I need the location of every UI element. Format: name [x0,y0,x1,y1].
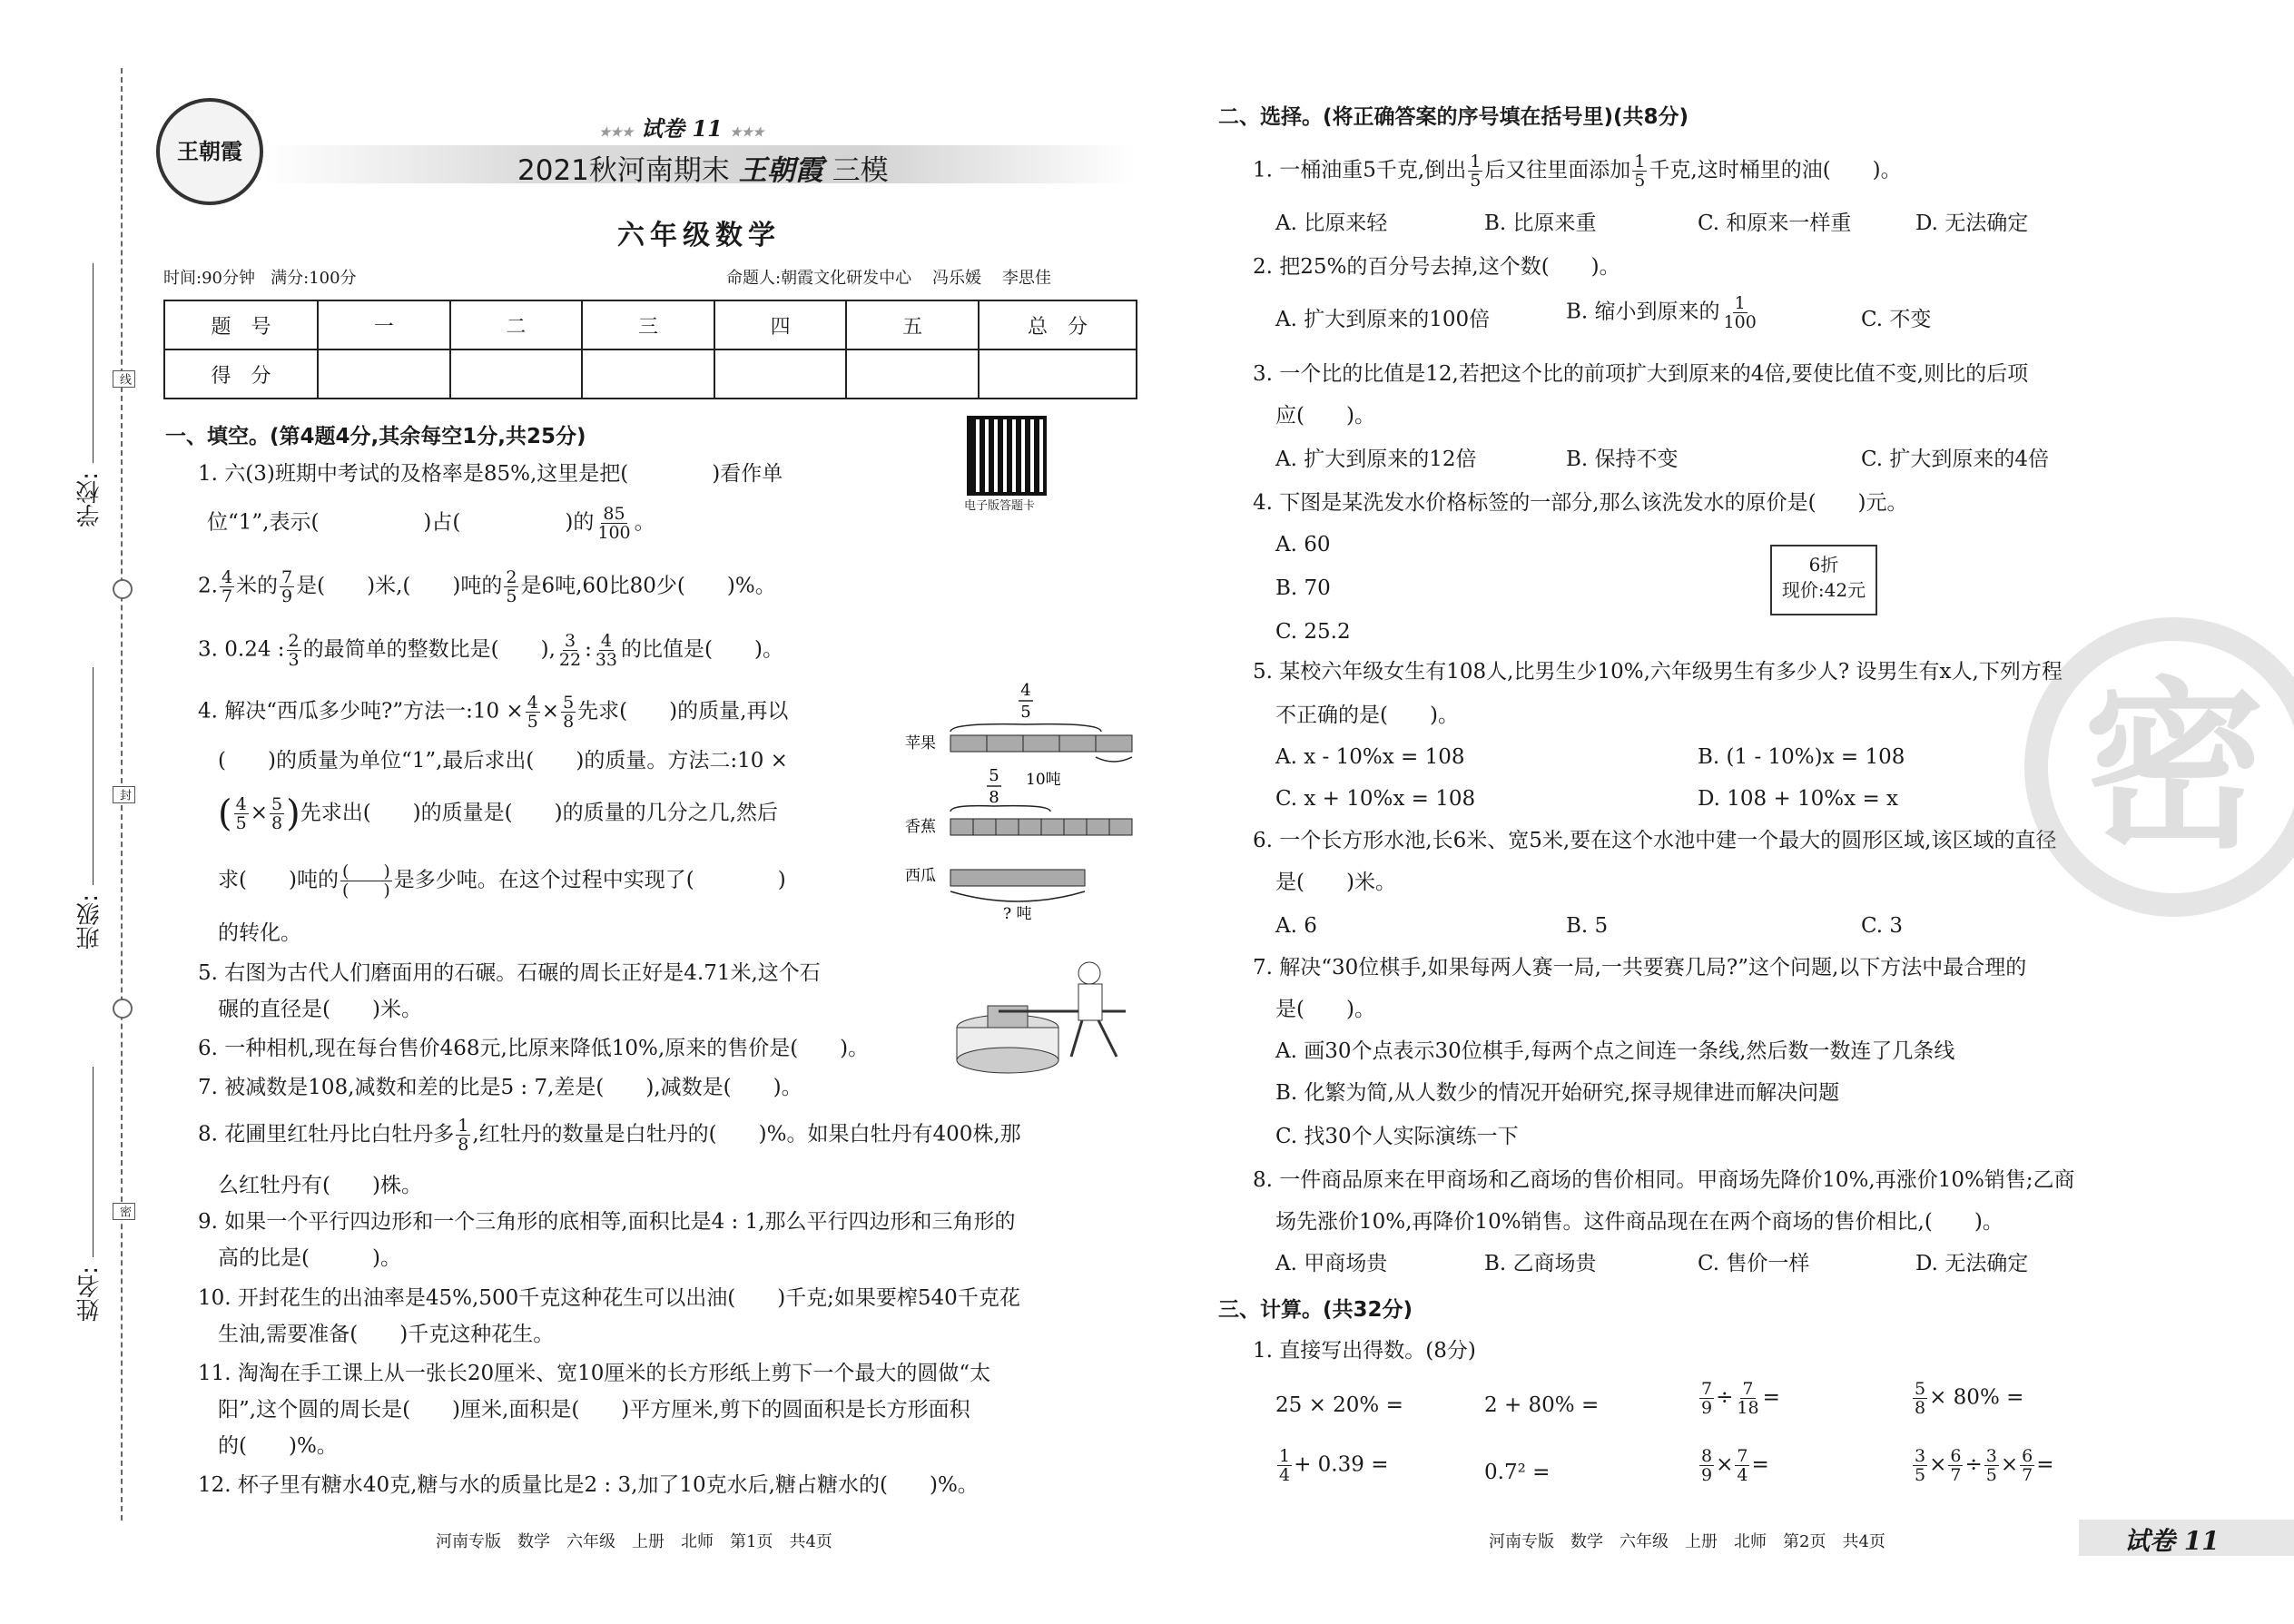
qr-caption: 电子版答题卡 [964,499,1036,513]
option[interactable]: D. 无法确定 [1915,1252,2029,1275]
q4-line1: 4. 解决“西瓜多少吨?”方法一:10 × $\frac{4}{5}$ × $\frac{5}{8}$ 先求( )的质量,再以 [198,693,789,732]
part2-title: 二、选择。(将正确答案的序号填在括号里)(共8分) [1218,105,1689,129]
q4-line5: 的转化。 [218,921,301,945]
fraction: $\frac{85}{100}$ [597,504,631,543]
option[interactable]: B. 缩小到原来的 $\frac{1}{100}$ [1566,293,1757,332]
calc-3: $\frac{7}{9}$ ÷ $\frac{7}{18}$ = [1701,1379,1780,1418]
diagram-question: ? 吨 [1003,905,1032,923]
q11-line3: 的( )%。 [218,1434,338,1458]
q12: 12. 杯子里有糖水40克,糖与水的质量比是2 : 3,加了10克水后,糖占糖水的( )%。 [198,1473,979,1497]
school-line [93,263,94,463]
diagram-ten-tons: 10吨 [1026,771,1061,789]
option[interactable]: B. 乙商场贵 [1484,1252,1597,1275]
p2-q3-line2: 应( )。 [1275,404,1375,428]
q10-line1: 10. 开封花生的出油率是45%,500千克这种花生可以出油( )千克;如果要榨540千克花 [198,1286,1020,1310]
p2-q3-line1: 3. 一个比的比值是12,若把这个比的前项扩大到原来的4倍,要使比值不变,则比的后项 [1253,362,2029,386]
star-icon: ★★★ [730,125,764,140]
p2-q7-line1: 7. 解决“30位棋手,如果每两人赛一局,一共要赛几局?”这个问题,以下方法中最合理的 [1253,956,2027,979]
punch-hole-icon [113,999,133,1019]
option[interactable]: A. 甲商场贵 [1275,1252,1388,1275]
option[interactable]: C. 和原来一样重 [1698,212,1852,235]
option[interactable]: B. 5 [1566,914,1609,938]
diagram-mid-frac-num: 5 [989,766,999,785]
line-segment-diagram [903,674,1148,926]
option[interactable]: B. 70 [1275,576,1331,600]
calc-6: 0.7² = [1484,1461,1551,1484]
option[interactable]: C. x + 10%x = 108 [1275,787,1476,811]
diagram-top-frac-num: 4 [1020,681,1031,700]
q9-line1: 9. 如果一个平行四边形和一个三角形的底相等,面积比是4 : 1,那么平行四边形和三角形的 [198,1210,1016,1234]
option[interactable]: A. x - 10%x = 108 [1275,745,1465,769]
seal-mark: 封 [113,786,135,803]
name-line [93,1067,94,1257]
p2-q8-line2: 场先涨价10%,再降价10%销售。这件商品现在在两个商场的售价相比,( )。 [1275,1210,2004,1234]
option[interactable]: B. (1 - 10%)x = 108 [1698,745,1905,769]
q8-line1: 8. 花圃里红牡丹比白牡丹多 $\frac{1}{8}$ ,红牡丹的数量是白牡丹的( )%。如果白牡丹有400株,那 [198,1116,1021,1155]
name-label: 姓名: [76,1266,103,1322]
p2-q2: 2. 把25%的百分号去掉,这个数( )。 [1253,255,1620,279]
option[interactable]: A. 比原来轻 [1275,212,1388,235]
q5-line1: 5. 右图为古代人们磨面用的石碾。石碾的周长正好是4.71米,这个石 [198,961,821,985]
line-mark: 线 [113,370,135,388]
q5-line2: 碾的直径是( )米。 [218,998,422,1021]
q7: 7. 被减数是108,减数和差的比是5 : 7,差是( ),减数是( )。 [198,1076,802,1099]
diagram-mid-frac-den: 8 [989,788,999,807]
option[interactable]: D. 108 + 10%x = x [1698,787,1898,811]
q3: 3. 0.24 : $\frac{2}{3}$ 的最简单的整数比是( ), $\frac{3}{22}$ : $\frac{4}{33}$ 的比值是( )。 [198,631,783,670]
option[interactable]: B. 比原来重 [1484,212,1597,235]
price-tag: 6折 现价:42元 [1770,545,1877,615]
secret-mark: 密 [113,1203,135,1220]
exam-title: 2021秋河南期末 王朝霞 三模 [517,154,889,187]
score-cell[interactable] [450,349,583,399]
star-icon: ★★★ [599,125,634,140]
p2-q5-line1: 5. 某校六年级女生有108人,比男生少10%,六年级男生有多少人? 设男生有x人,下列方程 [1253,660,2063,684]
option[interactable]: A. 6 [1275,914,1317,938]
option[interactable]: C. 售价一样 [1698,1252,1810,1275]
calc-7: $\frac{8}{9}$ × $\frac{7}{4}$ = [1701,1446,1769,1485]
option[interactable]: C. 找30个人实际演练一下 [1275,1125,1519,1148]
p2-q7-line2: 是( )。 [1275,998,1375,1021]
option[interactable]: D. 无法确定 [1915,212,2029,235]
option[interactable]: A. 扩大到原来的12倍 [1275,448,1477,471]
score-cell[interactable] [979,349,1137,399]
calc-8: $\frac{3}{5}$ × $\frac{6}{7}$ ÷ $\frac{3}{5}$ × $\frac{6}{7}$ = [1915,1446,2054,1485]
q10-line2: 生油,需要准备( )千克这种花生。 [218,1323,555,1346]
p3-q1: 1. 直接写出得数。(8分) [1253,1339,1476,1363]
q1-line1: 1. 六(3)班期中考试的及格率是85%,这里是把( )看作单 [198,462,783,486]
q2: 2. $\frac{4}{7}$ 米的 $\frac{7}{9}$ 是( )米,( )吨的 $\frac{2}{5}$ 是6吨,60比80少( )%。 [198,567,776,606]
option[interactable]: A. 画30个点表示30位棋手,每两个点之间连一条线,然后数一数连了几条线 [1275,1039,1955,1063]
footer-left: 河南专版 数学 六年级 上册 北师 第1页 共4页 [436,1532,832,1551]
calc-5: $\frac{1}{4}$ + 0.39 = [1279,1446,1389,1485]
part1-title: 一、填空。(第4题4分,其余每空1分,共25分) [165,425,586,448]
qr-code[interactable] [967,416,1047,496]
p2-q1: 1. 一桶油重5千克,倒出 $\frac{1}{5}$ 后又往里面添加 $\frac{1}{5}$ 千克,这时桶里的油( )。 [1253,152,1902,191]
score-cell[interactable] [714,349,847,399]
footer-badge: 试卷 11 [2124,1526,2220,1556]
option[interactable]: C. 扩大到原来的4倍 [1861,448,2050,471]
option[interactable]: B. 保持不变 [1566,448,1679,471]
part3-title: 三、计算。(共32分) [1218,1298,1413,1322]
calc-4: $\frac{5}{8}$ × 80% = [1915,1379,2024,1418]
millstone-illustration [944,955,1144,1078]
option[interactable]: A. 扩大到原来的100倍 [1275,308,1491,331]
q4-line2: ( )的质量为单位“1”,最后求出( )的质量。方法二:10 × [218,749,788,773]
apple-bar [950,735,1132,752]
q4-line3: ( $\frac{4}{5}$ × $\frac{5}{8}$ )先求出( )的质量是( )的质量的几分之几,然后 [218,792,778,835]
p2-q5-line2: 不正确的是( )。 [1275,704,1459,727]
exam-badge: ★★★ 试卷 11 ★★★ [599,115,764,142]
diagram-apple-label: 苹果 [905,734,936,753]
q11-line1: 11. 淘淘在手工课上从一张长20厘米、宽10厘米的长方形纸上剪下一个最大的圆做“太 [198,1362,991,1385]
punch-hole-icon [113,579,133,599]
option[interactable]: C. 3 [1861,914,1904,938]
p2-q4: 4. 下图是某洗发水价格标签的一部分,那么该洗发水的原价是( )元。 [1253,491,1908,515]
option[interactable]: A. 60 [1275,533,1331,556]
p2-q6-line1: 6. 一个长方形水池,长6米、宽5米,要在这个水池中建一个最大的圆形区域,该区域的直径 [1253,829,2057,852]
calc-2: 2 + 80% = [1484,1393,1600,1417]
q9-line2: 高的比是( )。 [218,1246,401,1270]
q8-line2: 么红牡丹有( )株。 [218,1174,422,1197]
diagram-top-frac-den: 5 [1020,703,1031,722]
subject-title: 六年级数学 [617,220,781,251]
score-cell[interactable] [318,349,450,399]
score-table: 题 号 一 二 三 四 五 总 分 得 分 [163,300,1137,399]
logo [156,98,263,205]
authors: 命题人:朝霞文化研发中心 冯乐媛 李思佳 [726,269,1051,288]
melon-bar [950,870,1085,886]
score-cell[interactable] [582,349,714,399]
school-label: 学校: [76,472,103,527]
p2-q6-line2: 是( )米。 [1275,871,1396,894]
option[interactable]: B. 化繁为简,从人数少的情况开始研究,探寻规律进而解决问题 [1275,1081,1840,1105]
time-info: 时间:90分钟 满分:100分 [163,269,357,288]
q11-line2: 阳”,这个圆的周长是( )厘米,面积是( )平方厘米,剪下的圆面积是长方形面积 [218,1398,970,1422]
calc-1: 25 × 20% = [1275,1393,1403,1417]
class-line [93,667,94,885]
q6: 6. 一种相机,现在每台售价468元,比原来降低10%,原来的售价是( )。 [198,1037,870,1060]
q4-line4: 求( )吨的 $\frac{( )}{( )}$ 是多少吨。在这个过程中实现了( ) [218,861,786,901]
footer-right: 河南专版 数学 六年级 上册 北师 第2页 共4页 [1489,1532,1885,1551]
option[interactable]: C. 不变 [1861,308,1932,331]
class-label: 班级: [76,894,103,950]
logo-text: 王朝霞 [177,138,242,164]
score-cell[interactable] [846,349,979,399]
option[interactable]: C. 25.2 [1275,620,1351,644]
secret-stamp: 密 [2024,617,2294,917]
diagram-melon-label: 西瓜 [905,867,936,885]
p2-q8-line1: 8. 一件商品原来在甲商场和乙商场的售价相同。甲商场先降价10%,再涨价10%销售;乙商 [1253,1168,2075,1192]
diagram-banana-label: 香蕉 [905,818,936,836]
q1-line2: 位“1”,表示( )占( )的 $\frac{85}{100}$ 。 [207,504,655,543]
